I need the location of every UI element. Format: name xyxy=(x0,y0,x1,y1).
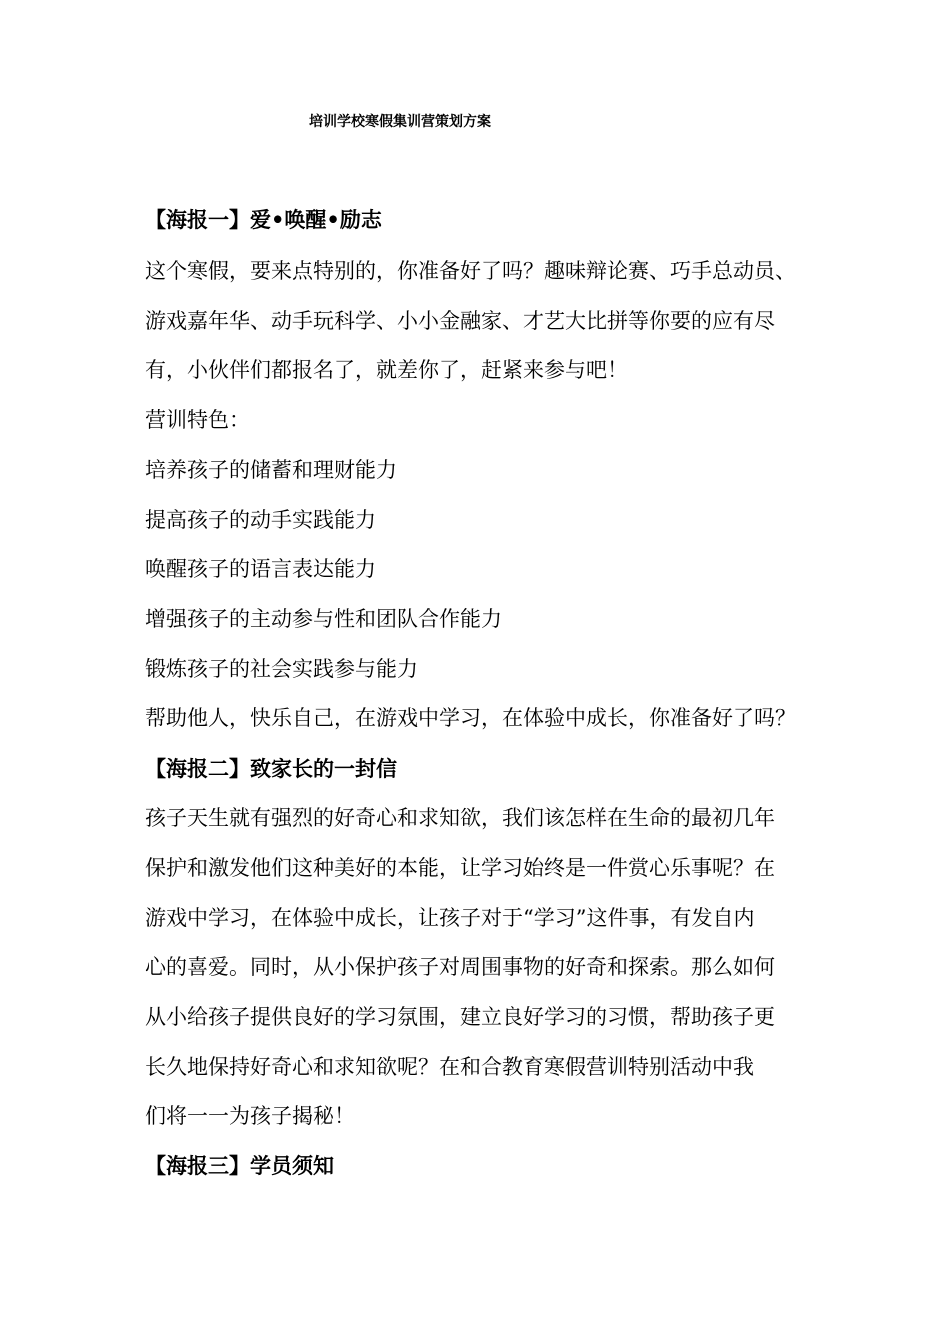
document-title: 培训学校寒假集训营策划方案 xyxy=(309,114,491,130)
poster1-intro-line: 这个寒假，要来点特别的，你准备好了吗？趣味辩论赛、巧手总动员、 xyxy=(145,259,796,283)
poster2-line: 心的喜爱。同时，从小保护孩子对周围事物的好奇和探索。那么如何 xyxy=(145,955,775,979)
poster2-line: 们将一一为孩子揭秘！ xyxy=(145,1104,355,1128)
feature-item: 增强孩子的主动参与性和团队合作能力 xyxy=(145,607,502,631)
poster2-line: 孩子天生就有强烈的好奇心和求知欲，我们该怎样在生命的最初几年 xyxy=(145,806,775,830)
poster2-line: 从小给孩子提供良好的学习氛围，建立良好学习的习惯，帮助孩子更 xyxy=(145,1005,775,1029)
poster2-line: 游戏中学习，在体验中成长，让孩子对于“学习”这件事，有发自内 xyxy=(145,906,755,930)
poster1-intro-line: 游戏嘉年华、动手玩科学、小小金融家、才艺大比拼等你要的应有尽 xyxy=(145,309,775,333)
poster2-heading: 【海报二】致家长的一封信 xyxy=(145,756,397,781)
poster2-line: 长久地保持好奇心和求知欲呢？在和合教育寒假营训特别活动中我 xyxy=(145,1055,754,1079)
poster1-intro-line: 有，小伙伴们都报名了，就差你了，赶紧来参与吧！ xyxy=(145,358,628,382)
features-label: 营训特色： xyxy=(145,408,250,432)
poster1-closing: 帮助他人，快乐自己，在游戏中学习，在体验中成长，你准备好了吗？ xyxy=(145,706,796,730)
feature-item: 唤醒孩子的语言表达能力 xyxy=(145,557,376,581)
poster1-heading: 【海报一】爱•唤醒•励志 xyxy=(145,207,382,232)
feature-item: 锻炼孩子的社会实践参与能力 xyxy=(145,657,418,681)
feature-item: 提高孩子的动手实践能力 xyxy=(145,508,376,532)
poster3-heading: 【海报三】学员须知 xyxy=(145,1153,334,1178)
poster2-line: 保护和激发他们这种美好的本能，让学习始终是一件赏心乐事呢？在 xyxy=(145,856,775,880)
feature-item: 培养孩子的储蓄和理财能力 xyxy=(145,458,397,482)
